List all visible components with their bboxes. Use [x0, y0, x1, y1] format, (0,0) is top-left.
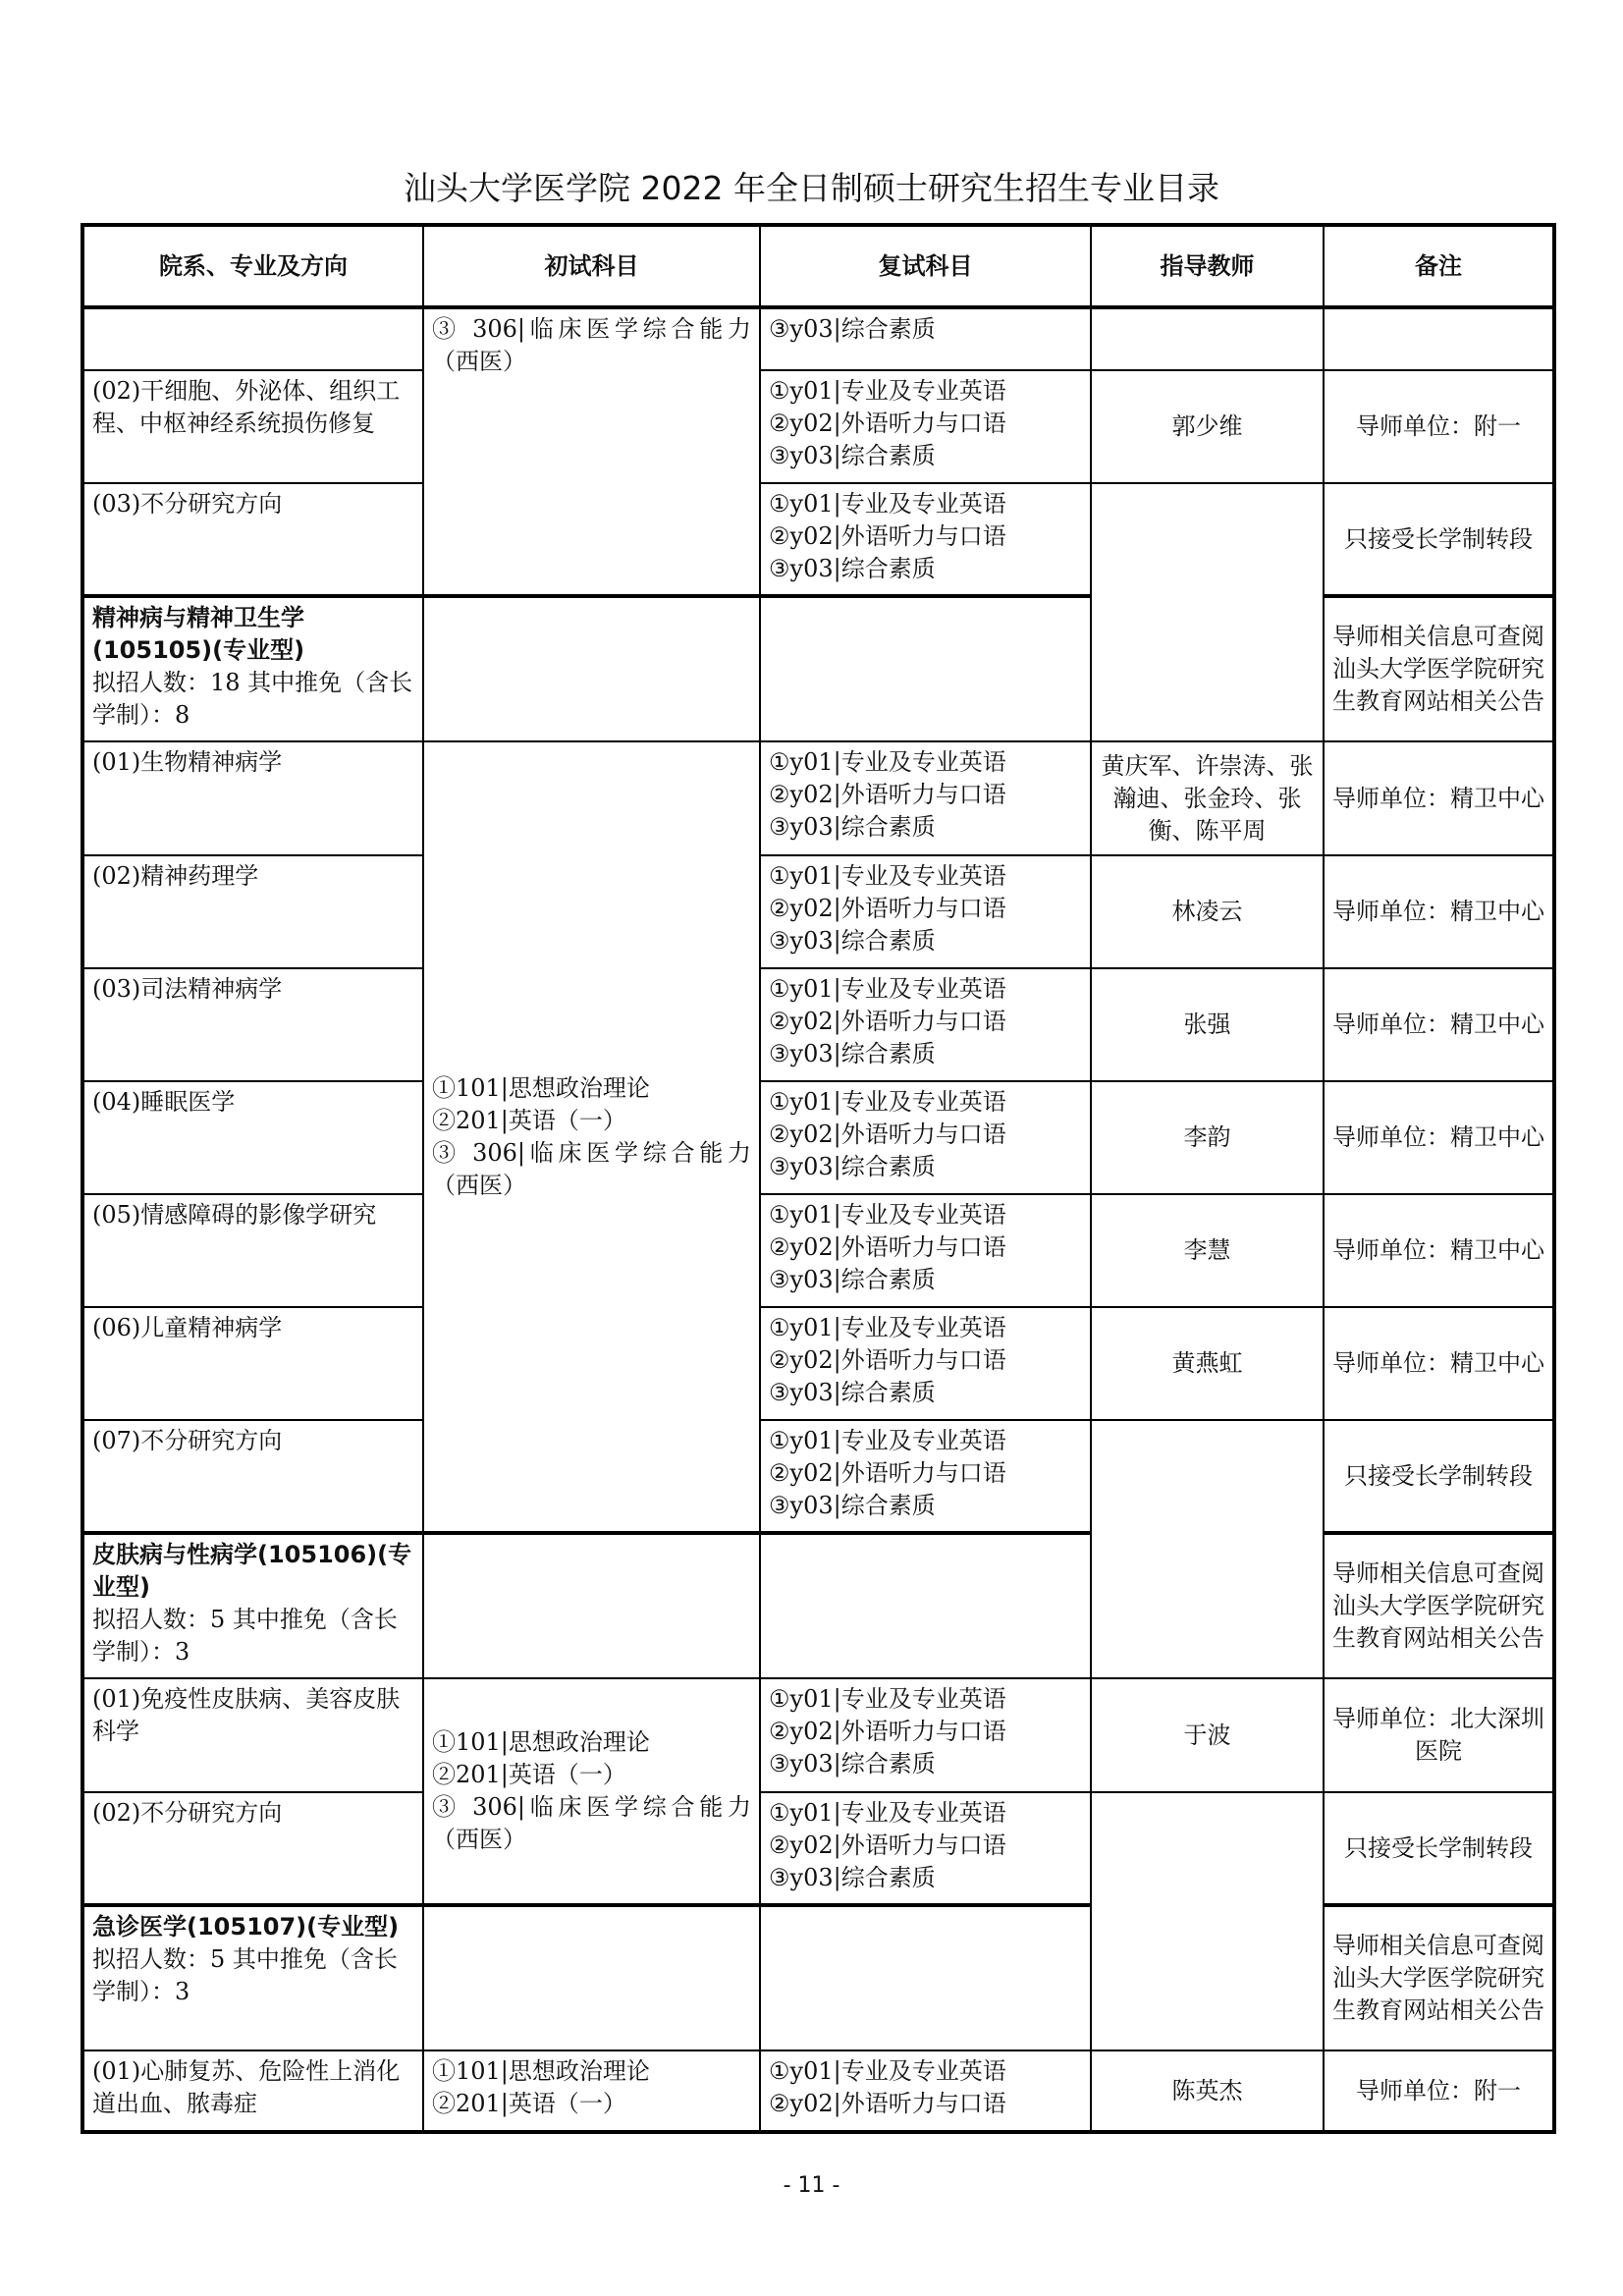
fushi-cell: ①y01|专业及专业英语 ②y02|外语听力与口语 ③y03|综合素质 — [760, 1678, 1091, 1792]
fushi-cell: ①y01|专业及专业英语 ②y02|外语听力与口语 ③y03|综合素质 — [760, 370, 1091, 483]
major-cell: 急诊医学(105107)(专业型) 拟招人数：5 其中推免（含长学制）：3 — [82, 1905, 423, 2050]
table-row — [82, 1792, 1554, 1905]
major-cell: 精神病与精神卫生学(105105)(专业型) 拟招人数：18 其中推免（含长学制）：8 — [82, 596, 423, 741]
fushi-cell: ①y01|专业及专业英语 ②y02|外语听力与口语 ③y03|综合素质 — [760, 1420, 1091, 1533]
note-cell — [1324, 307, 1554, 370]
fushi-cell: ①y01|专业及专业英语 ②y02|外语听力与口语 ③y03|综合素质 — [760, 1792, 1091, 1905]
note-cell: 导师单位：精卫中心 — [1324, 968, 1554, 1081]
teacher-cell — [1091, 1792, 1324, 2050]
teacher-cell: 张强 — [1091, 968, 1324, 1081]
table-row — [82, 1678, 1554, 1792]
fushi-cell: ①y01|专业及专业英语 ②y02|外语听力与口语 ③y03|综合素质 — [760, 1307, 1091, 1420]
fushi-cell — [760, 1533, 1091, 1678]
fushi-cell: ①y01|专业及专业英语 ②y02|外语听力与口语 ③y03|综合素质 — [760, 968, 1091, 1081]
header-teacher: 指导教师 — [1091, 225, 1324, 307]
chushi-cell — [423, 1905, 760, 2050]
direction-cell: (02)干细胞、外泌体、组织工程、中枢神经系统损伤修复 — [82, 370, 423, 483]
teacher-cell: 李慧 — [1091, 1194, 1324, 1307]
note-cell: 导师单位：精卫中心 — [1324, 741, 1554, 855]
header-row — [82, 225, 1554, 307]
teacher-cell: 郭少维 — [1091, 370, 1324, 483]
teacher-cell: 于波 — [1091, 1678, 1324, 1792]
header-fushi: 复试科目 — [760, 225, 1091, 307]
table-row — [82, 2050, 1554, 2132]
note-cell: 只接受长学制转段 — [1324, 1792, 1554, 1905]
table-row — [82, 1420, 1554, 1533]
chushi-cell — [423, 596, 760, 741]
table-row — [82, 483, 1554, 596]
direction-cell: (02)不分研究方向 — [82, 1792, 423, 1905]
fushi-cell: ①y01|专业及专业英语 ②y02|外语听力与口语 ③y03|综合素质 — [760, 483, 1091, 596]
major-row — [82, 1533, 1554, 1678]
chushi-cell: ①101|思想政治理论 ②201|英语（一） — [423, 2050, 760, 2132]
table-row — [82, 1081, 1554, 1194]
direction-cell: (04)睡眠医学 — [82, 1081, 423, 1194]
teacher-cell — [1091, 307, 1324, 370]
note-cell: 只接受长学制转段 — [1324, 483, 1554, 596]
fushi-cell: ①y01|专业及专业英语 ②y02|外语听力与口语 ③y03|综合素质 — [760, 855, 1091, 968]
table-row — [82, 1194, 1554, 1307]
fushi-cell: ①y01|专业及专业英语 ②y02|外语听力与口语 ③y03|综合素质 — [760, 1081, 1091, 1194]
chushi-cell — [423, 1533, 760, 1678]
table-row — [82, 1307, 1554, 1420]
table-row — [82, 855, 1554, 968]
direction-cell: (01)心肺复苏、危险性上消化道出血、脓毒症 — [82, 2050, 423, 2132]
direction-cell: (03)司法精神病学 — [82, 968, 423, 1081]
direction-cell: (01)免疫性皮肤病、美容皮肤科学 — [82, 1678, 423, 1792]
major-cell — [82, 307, 423, 370]
fushi-cell — [760, 1905, 1091, 2050]
table-row — [82, 741, 1554, 855]
note-cell: 导师单位：北大深圳医院 — [1324, 1678, 1554, 1792]
teacher-cell: 陈英杰 — [1091, 2050, 1324, 2132]
fushi-cell: ①y01|专业及专业英语 ②y02|外语听力与口语 ③y03|综合素质 — [760, 741, 1091, 855]
chushi-cell: ③ 306|临床医学综合能力 （西医） — [423, 307, 760, 596]
direction-cell: (06)儿童精神病学 — [82, 1307, 423, 1420]
table-row — [82, 370, 1554, 483]
major-row — [82, 596, 1554, 741]
note-cell: 只接受长学制转段 — [1324, 1420, 1554, 1533]
fushi-cell: ③y03|综合素质 — [760, 307, 1091, 370]
major-row — [82, 1905, 1554, 2050]
chushi-cell: ①101|思想政治理论 ②201|英语（一） ③ 306|临床医学综合能力 （西医） — [423, 1678, 760, 1905]
teacher-cell — [1091, 1420, 1324, 1678]
header-major: 院系、专业及方向 — [82, 225, 423, 307]
note-cell: 导师单位：精卫中心 — [1324, 855, 1554, 968]
note-cell: 导师相关信息可查阅汕头大学医学院研究生教育网站相关公告 — [1324, 596, 1554, 741]
note-cell: 导师单位：附一 — [1324, 2050, 1554, 2132]
fushi-cell: ①y01|专业及专业英语 ②y02|外语听力与口语 — [760, 2050, 1091, 2132]
direction-cell: (02)精神药理学 — [82, 855, 423, 968]
table-row — [82, 307, 1554, 370]
note-cell: 导师单位：精卫中心 — [1324, 1081, 1554, 1194]
catalog-table — [81, 223, 1556, 2134]
fushi-cell — [760, 596, 1091, 741]
major-cell: 皮肤病与性病学(105106)(专业型) 拟招人数：5 其中推免（含长学制）：3 — [82, 1533, 423, 1678]
teacher-cell: 李韵 — [1091, 1081, 1324, 1194]
note-cell: 导师单位：精卫中心 — [1324, 1307, 1554, 1420]
direction-cell: (07)不分研究方向 — [82, 1420, 423, 1533]
note-cell: 导师相关信息可查阅汕头大学医学院研究生教育网站相关公告 — [1324, 1533, 1554, 1678]
page-title: 汕头大学医学院 2022 年全日制硕士研究生招生专业目录 — [404, 169, 1219, 207]
header-note: 备注 — [1324, 225, 1554, 307]
direction-cell: (03)不分研究方向 — [82, 483, 423, 596]
teacher-cell — [1091, 483, 1324, 741]
teacher-cell: 黄庆军、许崇涛、张瀚迪、张金玲、张衡、陈平周 — [1091, 741, 1324, 855]
teacher-cell: 林凌云 — [1091, 855, 1324, 968]
note-cell: 导师单位：精卫中心 — [1324, 1194, 1554, 1307]
table-row — [82, 968, 1554, 1081]
teacher-cell: 黄燕虹 — [1091, 1307, 1324, 1420]
direction-cell: (05)情感障碍的影像学研究 — [82, 1194, 423, 1307]
page-number: - 11 - — [783, 2173, 840, 2198]
note-cell: 导师单位：附一 — [1324, 370, 1554, 483]
header-chushi: 初试科目 — [423, 225, 760, 307]
note-cell: 导师相关信息可查阅汕头大学医学院研究生教育网站相关公告 — [1324, 1905, 1554, 2050]
fushi-cell: ①y01|专业及专业英语 ②y02|外语听力与口语 ③y03|综合素质 — [760, 1194, 1091, 1307]
direction-cell: (01)生物精神病学 — [82, 741, 423, 855]
chushi-cell: ①101|思想政治理论 ②201|英语（一） ③ 306|临床医学综合能力 （西医） — [423, 741, 760, 1533]
